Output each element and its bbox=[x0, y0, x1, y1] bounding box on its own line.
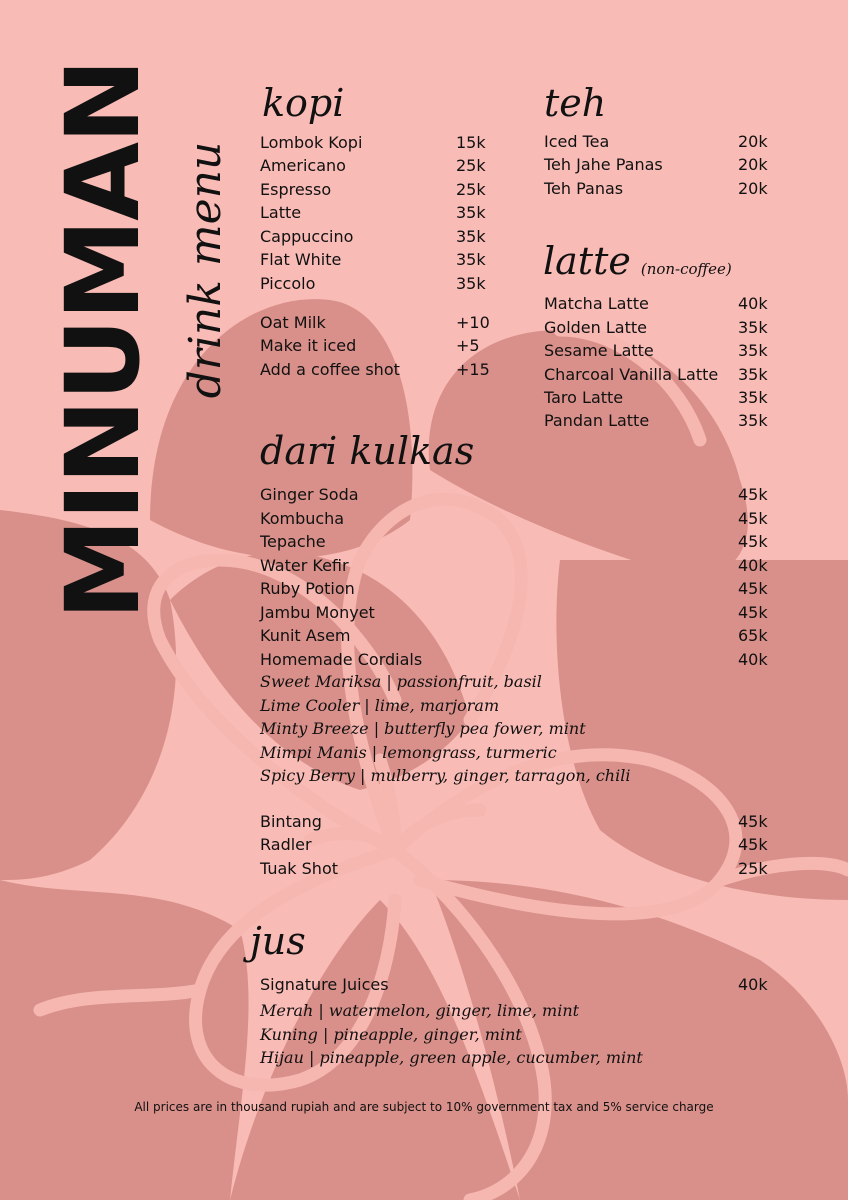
jus-flavor: Hijau | pineapple, green apple, cucumber, mint bbox=[260, 1048, 643, 1067]
beer-item-price: 45k bbox=[738, 835, 768, 854]
beer-item-price: 25k bbox=[738, 859, 768, 878]
cordial-flavor: Sweet Mariksa | passionfruit, basil bbox=[260, 672, 542, 691]
latte-item-name: Matcha Latte bbox=[544, 294, 649, 313]
latte-item-price: 40k bbox=[738, 294, 768, 313]
kopi-item-name: Latte bbox=[260, 203, 302, 222]
kulkas-item-price: 45k bbox=[738, 579, 768, 598]
kulkas-item-name: Ruby Potion bbox=[260, 579, 355, 598]
jus-item-price: 40k bbox=[738, 975, 768, 994]
kopi-item-price: 25k bbox=[456, 156, 486, 175]
jus-flavor: Kuning | pineapple, ginger, mint bbox=[260, 1025, 522, 1044]
latte-heading-note: (non-coffee) bbox=[640, 260, 732, 278]
kopi-item-price: 35k bbox=[456, 250, 486, 269]
latte-item-price: 35k bbox=[738, 411, 768, 430]
menu-subtitle: drink menu bbox=[180, 141, 231, 399]
kopi-item-price: 35k bbox=[456, 274, 486, 293]
kopi-item-name: Lombok Kopi bbox=[260, 133, 363, 152]
latte-item-price: 35k bbox=[738, 341, 768, 360]
latte-item-price: 35k bbox=[738, 388, 768, 407]
latte-item-name: Charcoal Vanilla Latte bbox=[544, 365, 719, 384]
kulkas-item-price: 45k bbox=[738, 532, 768, 551]
kopi-item-name: Espresso bbox=[260, 180, 332, 199]
kulkas-item-name: Tepache bbox=[260, 532, 326, 551]
kulkas-item-name: Jambu Monyet bbox=[260, 603, 375, 622]
teh-item-price: 20k bbox=[738, 155, 768, 174]
teh-item-price: 20k bbox=[738, 132, 768, 151]
kulkas-item-price: 40k bbox=[738, 556, 768, 575]
latte-item-price: 35k bbox=[738, 365, 768, 384]
teh-heading: teh bbox=[544, 81, 607, 125]
kulkas-item-name: Water Kefir bbox=[260, 556, 349, 575]
kulkas-item-name: Kombucha bbox=[260, 509, 345, 528]
kopi-heading: kopi bbox=[262, 81, 345, 125]
jus-heading: jus bbox=[250, 919, 306, 963]
kulkas-item-name: Kunit Asem bbox=[260, 626, 351, 645]
kulkas-item-name: Homemade Cordials bbox=[260, 650, 423, 669]
kopi-item-name: Americano bbox=[260, 156, 346, 175]
latte-item-name: Taro Latte bbox=[544, 388, 624, 407]
kopi-item-price: 35k bbox=[456, 203, 486, 222]
beer-item-name: Radler bbox=[260, 835, 312, 854]
kopi-item-name: Piccolo bbox=[260, 274, 316, 293]
beer-item-name: Bintang bbox=[260, 812, 322, 831]
latte-item-name: Golden Latte bbox=[544, 318, 647, 337]
jus-item-name: Signature Juices bbox=[260, 975, 389, 994]
teh-item-price: 20k bbox=[738, 179, 768, 198]
kopi-item-price: 25k bbox=[456, 180, 486, 199]
cordial-flavor: Lime Cooler | lime, marjoram bbox=[260, 696, 500, 715]
kulkas-item-name: Ginger Soda bbox=[260, 485, 359, 504]
addon-price: +10 bbox=[456, 313, 490, 332]
menu-title-block bbox=[44, 60, 164, 620]
cordial-flavor: Minty Breeze | butterfly pea fower, mint bbox=[260, 719, 586, 738]
beer-item-price: 45k bbox=[738, 812, 768, 831]
kulkas-item-price: 45k bbox=[738, 509, 768, 528]
kopi-item-name: Flat White bbox=[260, 250, 342, 269]
latte-item-name: Pandan Latte bbox=[544, 411, 650, 430]
cordial-flavor: Spicy Berry | mulberry, ginger, tarragon, chili bbox=[260, 766, 631, 785]
latte-heading bbox=[543, 239, 732, 283]
addon-price: +15 bbox=[456, 360, 490, 379]
addon-name: Oat Milk bbox=[260, 313, 326, 332]
kopi-item-price: 35k bbox=[456, 227, 486, 246]
cordial-flavor: Mimpi Manis | lemongrass, turmeric bbox=[260, 743, 557, 762]
jus-flavor: Merah | watermelon, ginger, lime, mint bbox=[260, 1001, 580, 1020]
teh-item-name: Teh Panas bbox=[544, 179, 624, 198]
kulkas-item-price: 45k bbox=[738, 485, 768, 504]
beer-item-name: Tuak Shot bbox=[260, 859, 338, 878]
teh-item-name: Iced Tea bbox=[544, 132, 610, 151]
teh-item-name: Teh Jahe Panas bbox=[544, 155, 663, 174]
latte-item-price: 35k bbox=[738, 318, 768, 337]
addon-name: Make it iced bbox=[260, 336, 357, 355]
kulkas-heading: dari kulkas bbox=[260, 429, 475, 473]
kulkas-item-price: 45k bbox=[738, 603, 768, 622]
addon-price: +5 bbox=[456, 336, 480, 355]
kulkas-item-price: 65k bbox=[738, 626, 768, 645]
kopi-item-price: 15k bbox=[456, 133, 486, 152]
addon-name: Add a coffee shot bbox=[260, 360, 400, 379]
footer-note: All prices are in thousand rupiah and are subject to 10% government tax and 5% service charge bbox=[134, 1100, 714, 1114]
menu-title: MINUMAN bbox=[44, 60, 163, 620]
latte-heading-text: latte bbox=[543, 239, 631, 283]
kulkas-item-price: 40k bbox=[738, 650, 768, 669]
latte-item-name: Sesame Latte bbox=[544, 341, 654, 360]
kopi-item-name: Cappuccino bbox=[260, 227, 354, 246]
